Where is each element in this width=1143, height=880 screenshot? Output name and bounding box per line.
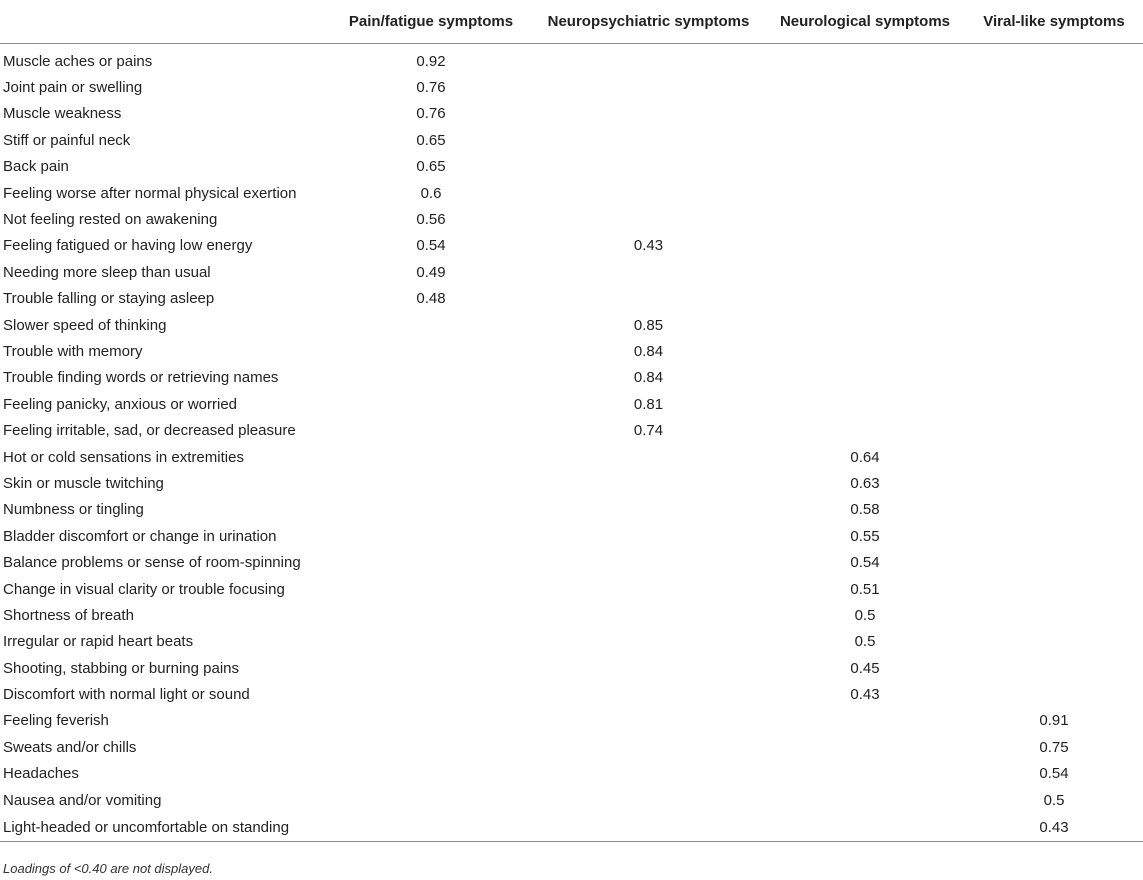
viral-like-loading: 0.43 <box>965 813 1143 842</box>
neuropsychiatric-loading: 0.84 <box>633 342 664 360</box>
symptom-label: Headaches <box>3 765 79 783</box>
viral-like-loading <box>965 206 1143 232</box>
pain-fatigue-loading: 0.76 <box>416 105 446 123</box>
neurological-loading: 0.51 <box>850 580 880 598</box>
neurological-loading <box>765 154 965 180</box>
table-row <box>0 470 1143 496</box>
symptom-label: Feeling irritable, sad, or decreased pleasure <box>3 422 296 440</box>
neuropsychiatric-loading <box>532 154 765 180</box>
symptom-label: Not feeling rested on awakening <box>3 211 218 229</box>
neuropsychiatric-loading <box>532 101 765 127</box>
neuropsychiatric-loading: 0.74 <box>633 422 664 440</box>
header-neurological: Neurological symptoms <box>765 0 965 44</box>
symptom-label: Feeling feverish <box>3 712 109 730</box>
viral-like-loading <box>965 154 1143 180</box>
neurological-loading <box>765 813 965 842</box>
table-row <box>0 681 1143 707</box>
neuropsychiatric-loading <box>532 629 765 655</box>
viral-like-loading: 0.75 <box>1039 738 1069 756</box>
neurological-loading <box>765 787 965 813</box>
table-row <box>0 312 1143 338</box>
neuropsychiatric-loading <box>532 708 765 734</box>
symptom-label: Trouble with memory <box>3 342 143 360</box>
viral-like-loading: 0.54 <box>1039 765 1069 783</box>
neurological-loading <box>765 286 965 312</box>
symptom-label: Trouble finding words or retrieving names <box>3 369 279 387</box>
pain-fatigue-loading <box>330 734 532 760</box>
neuropsychiatric-loading <box>532 655 765 681</box>
table-row <box>0 602 1143 628</box>
pain-fatigue-loading: 0.65 <box>416 131 446 149</box>
neuropsychiatric-loading <box>532 286 765 312</box>
symptom-label: Skin or muscle twitching <box>3 474 164 492</box>
neuropsychiatric-loading <box>532 734 765 760</box>
table-row <box>0 286 1143 312</box>
pain-fatigue-loading <box>330 681 532 707</box>
neuropsychiatric-loading <box>532 549 765 575</box>
table-row <box>0 74 1143 100</box>
viral-like-loading <box>965 44 1143 75</box>
table-row <box>0 734 1143 760</box>
table-row <box>0 761 1143 787</box>
viral-like-loading <box>965 444 1143 470</box>
pain-fatigue-loading <box>330 813 532 842</box>
table-row <box>0 338 1143 364</box>
symptom-label: Feeling fatigued or having low energy <box>3 237 253 255</box>
symptom-label: Back pain <box>3 158 69 176</box>
neurological-loading: 0.58 <box>850 501 880 519</box>
symptom-label: Irregular or rapid heart beats <box>3 633 194 651</box>
viral-like-loading <box>965 655 1143 681</box>
table-row <box>0 576 1143 602</box>
neuropsychiatric-loading: 0.85 <box>633 316 664 334</box>
table-row <box>0 549 1143 575</box>
pain-fatigue-loading: 0.48 <box>416 290 446 308</box>
neurological-loading <box>765 101 965 127</box>
neurological-loading <box>765 127 965 153</box>
neurological-loading <box>765 708 965 734</box>
symptom-label: Bladder discomfort or change in urination <box>3 527 277 545</box>
neurological-loading: 0.55 <box>850 527 880 545</box>
neurological-loading <box>765 338 965 364</box>
symptom-label: Shortness of breath <box>3 606 134 624</box>
neurological-loading <box>765 233 965 259</box>
symptom-label: Trouble falling or staying asleep <box>3 290 215 308</box>
pain-fatigue-loading <box>330 761 532 787</box>
pain-fatigue-loading <box>330 576 532 602</box>
viral-like-loading <box>965 286 1143 312</box>
neurological-loading: 0.5 <box>854 633 876 651</box>
table-row <box>0 127 1143 153</box>
symptom-label: Light-headed or uncomfortable on standing <box>0 813 330 842</box>
neurological-loading: 0.5 <box>854 606 876 624</box>
viral-like-loading <box>965 259 1143 285</box>
pain-fatigue-loading <box>330 523 532 549</box>
table-body <box>0 44 1143 842</box>
symptom-label: Needing more sleep than usual <box>3 263 211 281</box>
neuropsychiatric-loading <box>532 497 765 523</box>
neurological-loading <box>765 365 965 391</box>
table-row <box>0 233 1143 259</box>
neurological-loading <box>765 734 965 760</box>
table-footnote: Loadings of <0.40 are not displayed. <box>3 861 213 876</box>
neuropsychiatric-loading: 0.43 <box>633 237 664 255</box>
header-viral-like: Viral-like symptoms <box>965 0 1143 44</box>
symptom-label: Slower speed of thinking <box>3 316 167 334</box>
table-row <box>0 206 1143 232</box>
table-row <box>0 629 1143 655</box>
pain-fatigue-loading: 0.92 <box>416 52 446 70</box>
viral-like-loading <box>965 391 1143 417</box>
symptom-label: Hot or cold sensations in extremities <box>3 448 244 466</box>
pain-fatigue-loading <box>330 549 532 575</box>
table-row <box>0 787 1143 813</box>
table-row <box>0 708 1143 734</box>
viral-like-loading <box>965 523 1143 549</box>
pain-fatigue-loading <box>330 497 532 523</box>
viral-like-loading <box>965 233 1143 259</box>
neuropsychiatric-loading <box>532 602 765 628</box>
neurological-loading <box>765 206 965 232</box>
neuropsychiatric-loading <box>532 813 765 842</box>
viral-like-loading <box>965 180 1143 206</box>
viral-like-loading <box>965 101 1143 127</box>
table-row <box>0 259 1143 285</box>
table-row <box>0 813 1143 842</box>
viral-like-loading: 0.5 <box>1043 791 1065 809</box>
neurological-loading: 0.54 <box>850 554 880 572</box>
neurological-loading: 0.63 <box>850 474 880 492</box>
neuropsychiatric-loading <box>532 576 765 602</box>
viral-like-loading <box>965 549 1143 575</box>
table-row <box>0 444 1143 470</box>
neurological-loading <box>765 180 965 206</box>
neuropsychiatric-loading: 0.81 <box>633 395 664 413</box>
table-header <box>0 0 1143 44</box>
pain-fatigue-loading <box>330 708 532 734</box>
table-row <box>0 655 1143 681</box>
symptom-label: Stiff or painful neck <box>3 131 131 149</box>
pain-fatigue-loading <box>330 655 532 681</box>
viral-like-loading <box>965 417 1143 443</box>
neuropsychiatric-loading <box>532 444 765 470</box>
pain-fatigue-loading: 0.56 <box>416 211 446 229</box>
neurological-loading: 0.64 <box>850 448 880 466</box>
pain-fatigue-loading <box>330 444 532 470</box>
neuropsychiatric-loading <box>532 44 765 75</box>
viral-like-loading <box>965 312 1143 338</box>
pain-fatigue-loading <box>330 629 532 655</box>
symptom-label: Feeling panicky, anxious or worried <box>3 395 238 413</box>
header-pain-fatigue: Pain/fatigue symptoms <box>330 0 532 44</box>
table-row <box>0 365 1143 391</box>
symptom-label: Nausea and/or vomiting <box>3 791 162 809</box>
table-row <box>0 497 1143 523</box>
symptom-label: Balance problems or sense of room-spinning <box>3 554 301 572</box>
viral-like-loading <box>965 365 1143 391</box>
pain-fatigue-loading <box>330 338 532 364</box>
neuropsychiatric-loading: 0.84 <box>633 369 664 387</box>
viral-like-loading <box>965 576 1143 602</box>
pain-fatigue-loading: 0.54 <box>416 237 446 255</box>
table-row <box>0 417 1143 443</box>
table-row <box>0 523 1143 549</box>
neuropsychiatric-loading <box>532 127 765 153</box>
pain-fatigue-loading <box>330 391 532 417</box>
neurological-loading <box>765 312 965 338</box>
neuropsychiatric-loading <box>532 523 765 549</box>
pain-fatigue-loading <box>330 787 532 813</box>
neurological-loading: 0.43 <box>850 686 880 704</box>
pain-fatigue-loading: 0.49 <box>416 263 446 281</box>
neuropsychiatric-loading <box>532 259 765 285</box>
neuropsychiatric-loading <box>532 681 765 707</box>
table-row <box>0 180 1143 206</box>
symptom-label: Numbness or tingling <box>3 501 144 519</box>
pain-fatigue-loading <box>330 470 532 496</box>
neurological-loading <box>765 44 965 75</box>
table-row <box>0 101 1143 127</box>
viral-like-loading <box>965 629 1143 655</box>
neuropsychiatric-loading <box>532 787 765 813</box>
neurological-loading: 0.45 <box>850 659 880 677</box>
symptom-label: Muscle weakness <box>3 105 122 123</box>
neurological-loading <box>765 761 965 787</box>
pain-fatigue-loading: 0.6 <box>420 184 442 202</box>
neuropsychiatric-loading <box>532 761 765 787</box>
viral-like-loading <box>965 74 1143 100</box>
symptom-label: Feeling worse after normal physical exertion <box>3 184 297 202</box>
viral-like-loading <box>965 681 1143 707</box>
pain-fatigue-loading <box>330 312 532 338</box>
table-row <box>0 154 1143 180</box>
table-row <box>0 391 1143 417</box>
neuropsychiatric-loading <box>532 74 765 100</box>
neurological-loading <box>765 417 965 443</box>
neuropsychiatric-loading <box>532 470 765 496</box>
viral-like-loading <box>965 470 1143 496</box>
symptom-label: Shooting, stabbing or burning pains <box>3 659 240 677</box>
pain-fatigue-loading <box>330 365 532 391</box>
viral-like-loading <box>965 127 1143 153</box>
symptom-label: Muscle aches or pains <box>3 52 153 70</box>
neurological-loading <box>765 74 965 100</box>
pain-fatigue-loading: 0.65 <box>416 158 446 176</box>
neuropsychiatric-loading <box>532 180 765 206</box>
table-row <box>0 44 1143 75</box>
symptom-label: Change in visual clarity or trouble focusing <box>3 580 285 598</box>
viral-like-loading: 0.91 <box>1039 712 1069 730</box>
pain-fatigue-loading <box>330 417 532 443</box>
pain-fatigue-loading: 0.76 <box>416 79 446 97</box>
pain-fatigue-loading <box>330 602 532 628</box>
neurological-loading <box>765 391 965 417</box>
header-row <box>0 0 1143 44</box>
neuropsychiatric-loading <box>532 206 765 232</box>
symptom-label: Joint pain or swelling <box>3 79 143 97</box>
viral-like-loading <box>965 497 1143 523</box>
neurological-loading <box>765 259 965 285</box>
viral-like-loading <box>965 338 1143 364</box>
header-neuropsychiatric: Neuropsychiatric symptoms <box>532 0 765 44</box>
symptom-label: Discomfort with normal light or sound <box>3 686 250 704</box>
viral-like-loading <box>965 602 1143 628</box>
symptom-label: Sweats and/or chills <box>3 738 137 756</box>
header-symptom <box>0 0 330 44</box>
